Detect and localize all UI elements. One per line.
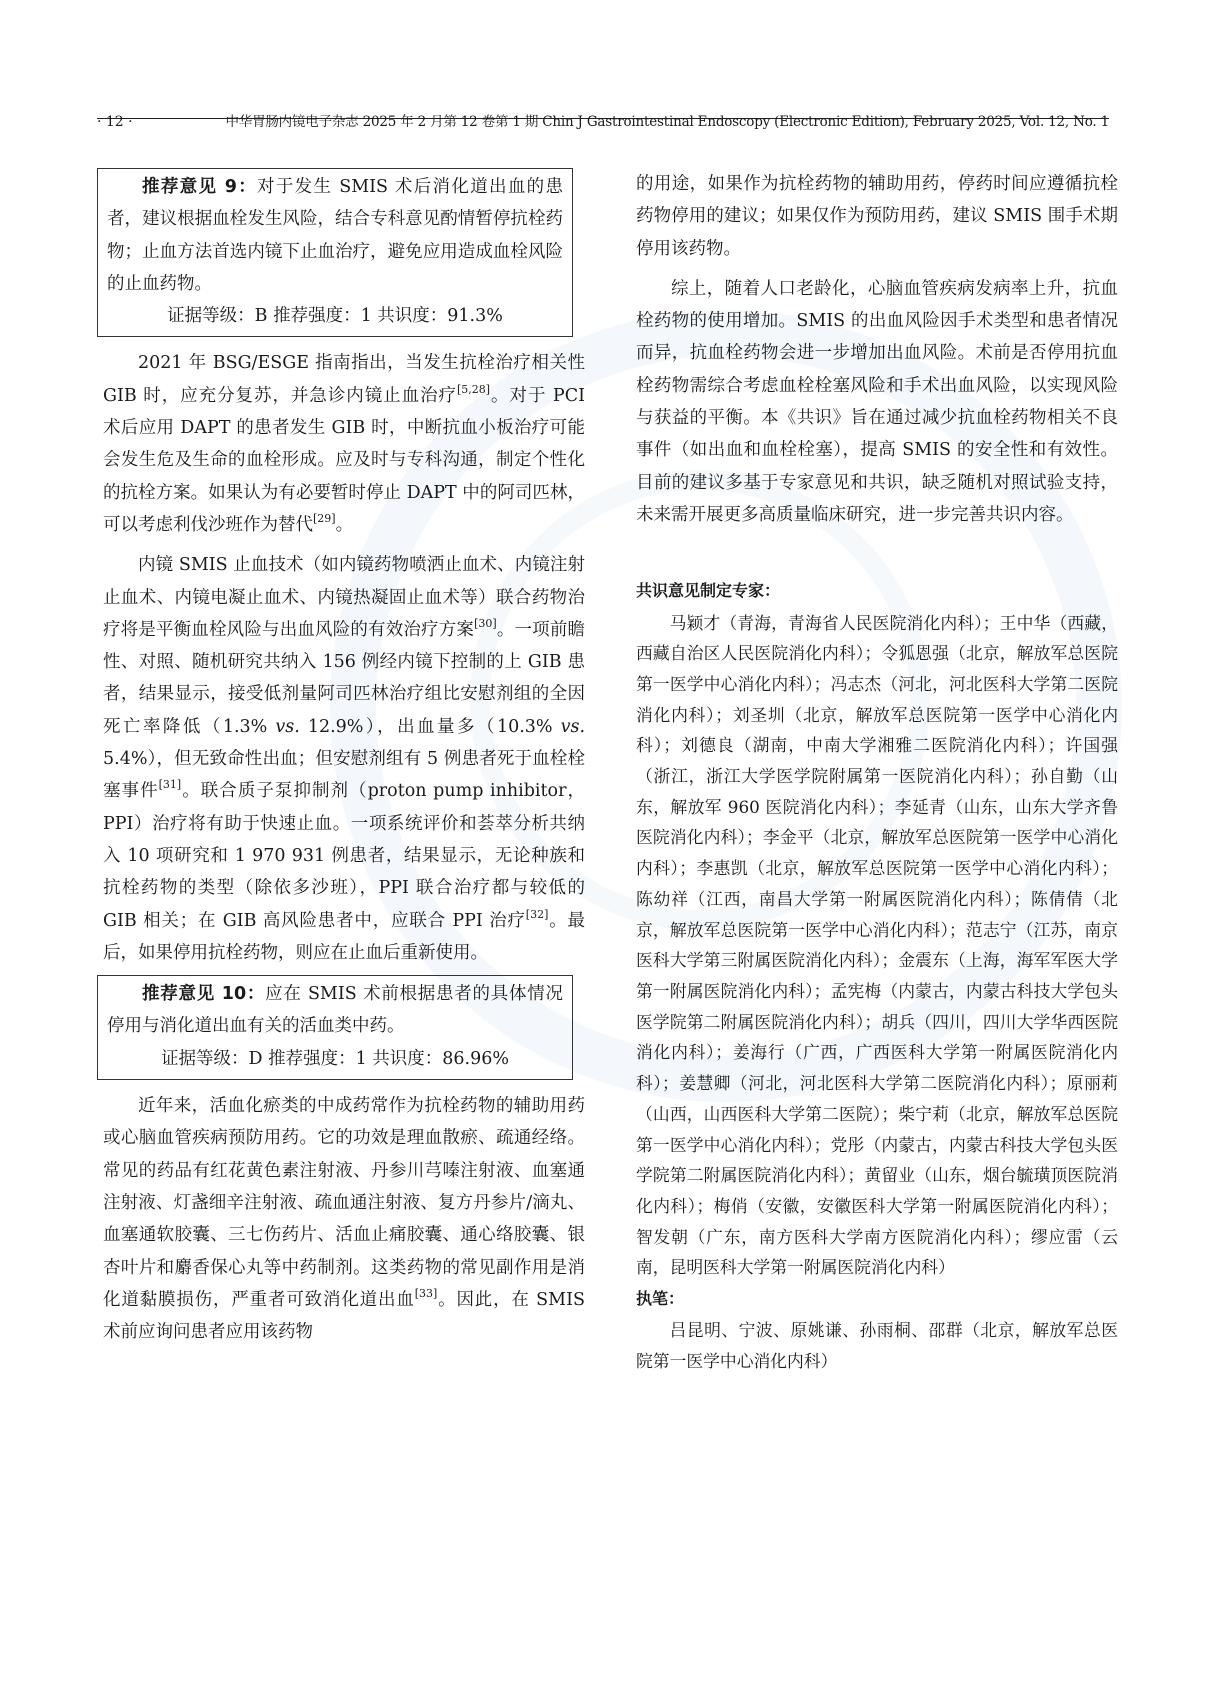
experts-list: 马颖才（青海，青海省人民医院消化内科）；王中华（西藏，西藏自治区人民医院消化内科）；令狐恩强（北京，解放军总医院第一医学中心消化内科）；冯志杰（河北，河北医科大学第二医院消化内科）；刘圣圳（北京，解放军总医院第一医学中心消化内科）；刘德良（湖南，中南大学湘雅二医院消化内科）；许国强（浙江，浙江大学医学院附属第一医院消化内科）；孙自勤（山东，解放军 960 医院消化内科）；李延青（山东，山东大学齐鲁医院消化内科）；李金平（北京，解放军总医院第一医学中心消化内科）；李惠凯（北京，解放军总医院第一医学中心消化内科）；陈幼祥（江西，南昌大学第一附属医院消化内科）；陈倩倩（北京，解放军总医院第一医学中心消化内科）；范志宁（江苏，南京医科大学第三附属医院消化内科）；金震东（上海，海军军医大学第一附属医院消化内科）；孟宪梅（内蒙古，内蒙古科技大学包头医学院第二附属医院消化内科）；胡兵（四川，四川大学华西医院消化内科）；姜海行（广西，广西医科大学第一附属医院消化内科）；姜慧卿（河北，河北医科大学第二医院消化内科）；原丽莉（山西，山西医科大学第二医院）；柴宁莉（北京，解放军总医院第一医学中心消化内科）；党彤（内蒙古，内蒙古科技大学包头医学院第二附属医院消化内科）；黄留业（山东，烟台毓璜顶医院消化内科）；梅俏（安徽，安徽医科大学第一附属医院消化内科）；智发朝（广东，南方医科大学南方医院消化内科）；缪应雷（云南，昆明医科大学第一附属医院消化内科） <box>636 612 1118 1278</box>
paragraph-endoscopic-hemostasis: 内镜 SMIS 止血技术（如内镜药物喷洒止血术、内镜注射止血术、内镜电凝止血术、内镜热凝固止血术等）联合药物治疗将是平衡血栓风险与出血风险的有效治疗方案[30]。一项前瞻性、对照、随机研究共纳入 156 例经内镜下控制的上 GIB 患者，结果显示，接受低剂量阿司匹林治疗组比安慰剂组的全因死亡率降低（1.3% vs. 12.9%），出血量多（10.3% vs. 5.4%），但无致命性出血；但安慰剂组有 5 例患者死于血栓栓塞事件[31]。联合质子泵抑制剂（proton pump inhibitor，PPI）治疗将有助于快速止血。一项系统评价和荟萃分析共纳入 10 项研究和 1 970 931 例患者，结果显示，无论种族和抗栓药物的类型（除依多沙班），PPI 联合治疗都与较低的 GIB 相关；在 GIB 高风险患者中，应联合 PPI 治疗[32]。最后，如果停用抗栓药物，则应在止血后重新使用。 <box>103 555 586 963</box>
citation-ref: [31] <box>158 778 182 792</box>
recommendation-9-grade: 证据等级：B 推荐强度：1 共识度：91.3% <box>167 306 503 327</box>
recommendation-10-text: 推荐意见 10：应在 SMIS 术前根据患者的具体情况停用与消化道出血有关的活血类中药。 <box>107 984 563 1037</box>
citation-ref: [29] <box>313 511 336 525</box>
recommendation-10-label: 推荐意见 10： <box>142 984 266 1005</box>
recommendation-9-text: 推荐意见 9：对于发生 SMIS 术后消化道出血的患者，建议根据血栓发生风险，结合专科意见酌情暂停抗栓药物；止血方法首选内镜下止血治疗，避免应用造成血栓风险的止血药物。 <box>107 177 563 294</box>
authors-list: 吕昆明、宁波、原姚谦、孙雨桐、邵群（北京，解放军总医院第一医学中心消化内科） <box>636 1320 1118 1372</box>
right-column <box>636 168 1118 1377</box>
recommendation-10-box <box>97 975 573 1080</box>
journal-citation-line: 中华胃肠内镜电子杂志 2025 年 2 月第 12 卷第 1 期 Chin J Gastrointestinal Endoscopy (Electronic Edition), February 2025, Vol. 12, No. 1 <box>225 114 1109 130</box>
citation-ref: [5,28] <box>457 382 491 396</box>
paragraph-bsg-esge: 2021 年 BSG/ESGE 指南指出，当发生抗栓治疗相关性 GIB 时，应充分复苏，并急诊内镜止血治疗[5,28]。对于 PCI 术后应用 DAPT 的患者发生 GIB 时，中断抗血小板治疗可能会发生危及生命的血栓形成。应及时与专科沟通，制定个性化的抗栓方案。如果认为有必要暂时停止 DAPT 中的阿司匹林，可以考虑利伐沙班作为替代[29]。 <box>103 353 585 535</box>
recommendation-9-box <box>97 168 573 337</box>
recommendation-10-grade: 证据等级：D 推荐强度：1 共识度：86.96% <box>160 1048 510 1069</box>
citation-ref: [33] <box>414 1286 438 1300</box>
page-number: · 12 · <box>97 114 133 130</box>
left-column <box>103 168 585 1348</box>
recommendation-9-label: 推荐意见 9： <box>142 177 258 197</box>
citation-ref: [30] <box>474 616 497 630</box>
running-header <box>97 112 1109 130</box>
citation-ref: [32] <box>525 907 549 921</box>
experts-heading: 共识意见制定专家： <box>636 581 781 601</box>
paragraph-summary: 综上，随着人口老龄化，心脑血管疾病发病率上升，抗血栓药物的使用增加。SMIS 的出血风险因手术类型和患者情况而异，抗血栓药物会进一步增加出血风险。术前是否停用抗血栓药物需综合考虑血栓栓塞风险和手术出血风险，以实现风险与获益的平衡。本《共识》旨在通过减少抗血栓药物相关不良事件（如出血和血栓栓塞），提高 SMIS 的安全性和有效性。目前的建议多基于专家意见和共识，缺乏随机对照试验支持，未来需开展更多高质量临床研究，进一步完善共识内容。 <box>636 278 1118 525</box>
paragraph-continuation: 的用途，如果作为抗栓药物的辅助用药，停药时间应遵循抗栓药物停用的建议；如果仅作为预防用药，建议 SMIS 围手术期停用该药物。 <box>636 174 1118 259</box>
paragraph-tcm-drugs: 近年来，活血化瘀类的中成药常作为抗栓药物的辅助用药或心脑血管疾病预防用药。它的功效是理血散瘀、疏通经络。常见的药品有红花黄色素注射液、丹参川芎嗪注射液、血塞通注射液、灯盏细辛注射液、疏血通注射液、复方丹参片/滴丸、血塞通软胶囊、三七伤药片、活血止痛胶囊、通心络胶囊、银杏叶片和麝香保心丸等中药制剂。这类药物的常见副作用是消化道黏膜损伤，严重者可致消化道出血[33]。因此，在 SMIS 术前应询问患者应用该药物 <box>103 1096 585 1343</box>
authors-heading: 执笔： <box>636 1289 685 1309</box>
